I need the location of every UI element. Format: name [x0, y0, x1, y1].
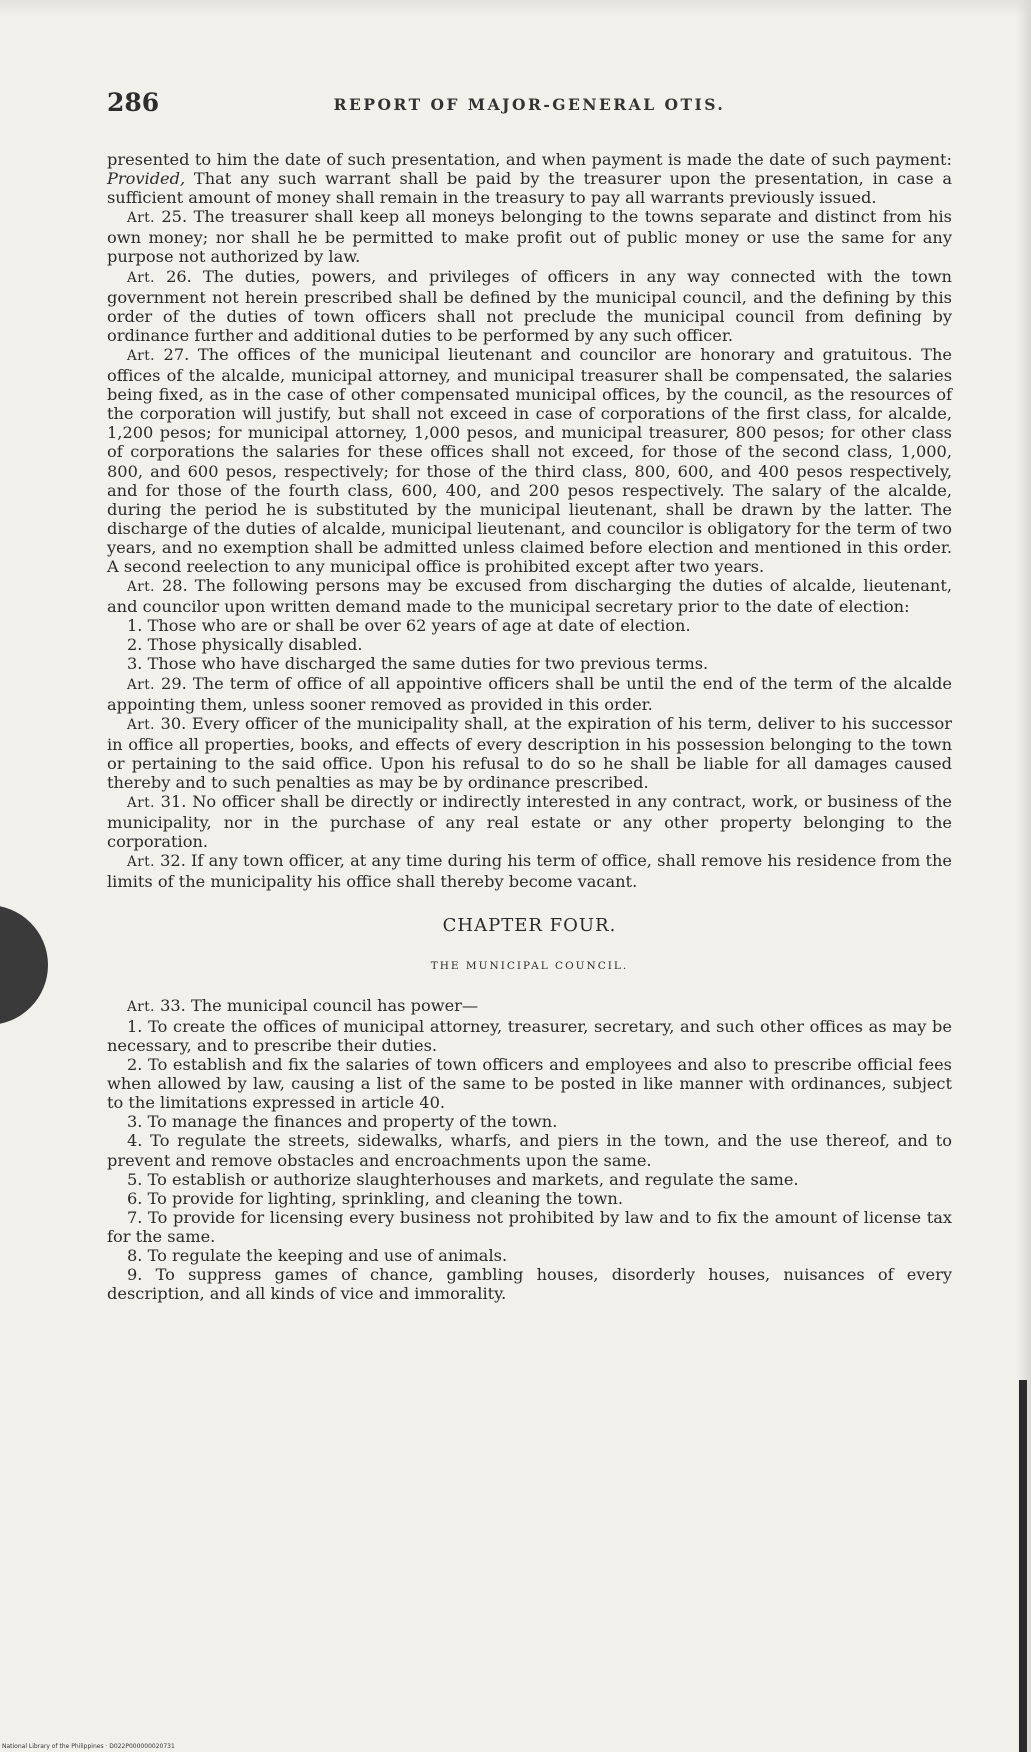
page-body	[107, 150, 952, 1303]
page-top-shadow	[0, 0, 1031, 18]
paragraph-continuation: presented to him the date of such presentation, and when payment is made the date of such payment: Provided, That any such warrant shall be paid by the treasurer upon the presentation, in case a sufficient amount of money shall remain in the treasury to pay all warrants previously issued.	[107, 150, 952, 208]
list-item: 8. To regulate the keeping and use of animals.	[127, 1245, 508, 1265]
scanner-thumb	[0, 905, 48, 1025]
article-32: Art. 32. If any town officer, at any time during his term of office, shall remove his residence from the limits of the municipality his office shall thereby become vacant.	[107, 851, 952, 892]
list-item: 2. Those physically disabled.	[127, 635, 363, 655]
article-27: Art. 27. The offices of the municipal lieutenant and councilor are honorary and gratuitous. The offices of the alcalde, municipal attorney, and municipal treasurer shall be compensated, the salaries being fixed, as in the case of other compensated municipal offices, by the council, as the resources of the corporation will justify, but shall not exceed in case of corporations of the first class, for alcalde, 1,200 pesos; for municipal attorney, 1,000 pesos, and municipal treasurer, 800 pesos; for other class of corporations the salaries for these offices shall not exceed, for those of the second class, 1,000, 800, and 600 pesos, respectively; for those of the third class, 800, 600, and 400 pesos respectively, and for those of the fourth class, 600, 400, and 200 pesos respectively. The salary of the alcalde, during the period he is substituted by the municipal lieutenant, shall be drawn by the latter. The discharge of the duties of alcalde, municipal lieutenant, and councilor is obligatory for the term of two years, and no exemption shall be admitted unless claimed before election and mentioned in this order. A second reelection to any municipal office is prohibited except after two years.	[107, 344, 952, 576]
article-33: Art. 33. The municipal council has power—	[127, 995, 479, 1015]
list-item: 2. To establish and fix the salaries of town officers and employees and also to prescribe official fees when allowed by law, causing a list of the same to be posted in like manner with ordinances, subject to the limitations expressed in article 40.	[107, 1055, 952, 1113]
list-item: 4. To regulate the streets, sidewalks, wharfs, and piers in the town, and the use thereof, and to prevent and remove obstacles and encroachments upon the same.	[107, 1131, 952, 1170]
page-header	[107, 88, 952, 128]
list-item: 1. Those who are or shall be over 62 years of age at date of election.	[127, 616, 691, 636]
article-29: Art. 29. The term of office of all appointive officers shall be until the end of the term of the alcalde appointing them, unless sooner removed as provided in this order.	[107, 673, 952, 714]
list-item: 9. To suppress games of chance, gambling houses, disorderly houses, nuisances of every description, and all kinds of vice and immorality.	[107, 1265, 952, 1304]
list-item: 3. Those who have discharged the same duties for two previous terms.	[127, 654, 709, 674]
article-25: Art. 25. The treasurer shall keep all moneys belonging to the towns separate and distinct from his own money; nor shall he be permitted to make profit out of public money or use the same for any purpose not authorized by law.	[107, 207, 952, 267]
chapter-subtitle: THE MUNICIPAL COUNCIL.	[430, 959, 629, 972]
running-head: REPORT OF MAJOR-GENERAL OTIS.	[333, 95, 726, 114]
list-item: 6. To provide for lighting, sprinkling, and cleaning the town.	[127, 1188, 623, 1208]
library-footer: National Library of the Philippines · D022P000000020731	[2, 1743, 175, 1750]
article-31: Art. 31. No officer shall be directly or indirectly interested in any contract, work, or business of the municipality, nor in the purchase of any real estate or any other property belonging to the corporation.	[107, 792, 952, 852]
list-item: 5. To establish or authorize slaughterhouses and markets, and regulate the same.	[127, 1169, 799, 1189]
article-30: Art. 30. Every officer of the municipality shall, at the expiration of his term, deliver to his successor in office all properties, books, and effects of every description in his possession belonging to the town or pertaining to the said office. Upon his refusal to do so he shall be liable for all damages caused thereby and to such penalties as may be by ordinance prescribed.	[107, 713, 952, 792]
list-item: 1. To create the offices of municipal attorney, treasurer, secretary, and such other offices as may be necessary, and to prescribe their duties.	[107, 1016, 952, 1055]
chapter-title: CHAPTER FOUR.	[442, 914, 617, 936]
article-28: Art. 28. The following persons may be excused from discharging the duties of alcalde, lieutenant, and councilor upon written demand made to the municipal secretary prior to the date of election:	[107, 576, 952, 617]
page-number: 286	[107, 88, 160, 117]
list-item: 7. To provide for licensing every business not prohibited by law and to fix the amount of license tax for the same.	[107, 1207, 952, 1246]
list-item: 3. To manage the finances and property of the town.	[127, 1112, 558, 1132]
provided-emphasis: Provided,	[107, 169, 186, 189]
binding-edge	[1019, 1380, 1027, 1752]
article-26: Art. 26. The duties, powers, and privileges of officers in any way connected with the town government not herein prescribed shall be defined by the municipal council, and the defining by this order of the duties of town officers shall not preclude the municipal council from defining by ordinance further and additional duties to be performed by any such officer.	[107, 266, 952, 345]
